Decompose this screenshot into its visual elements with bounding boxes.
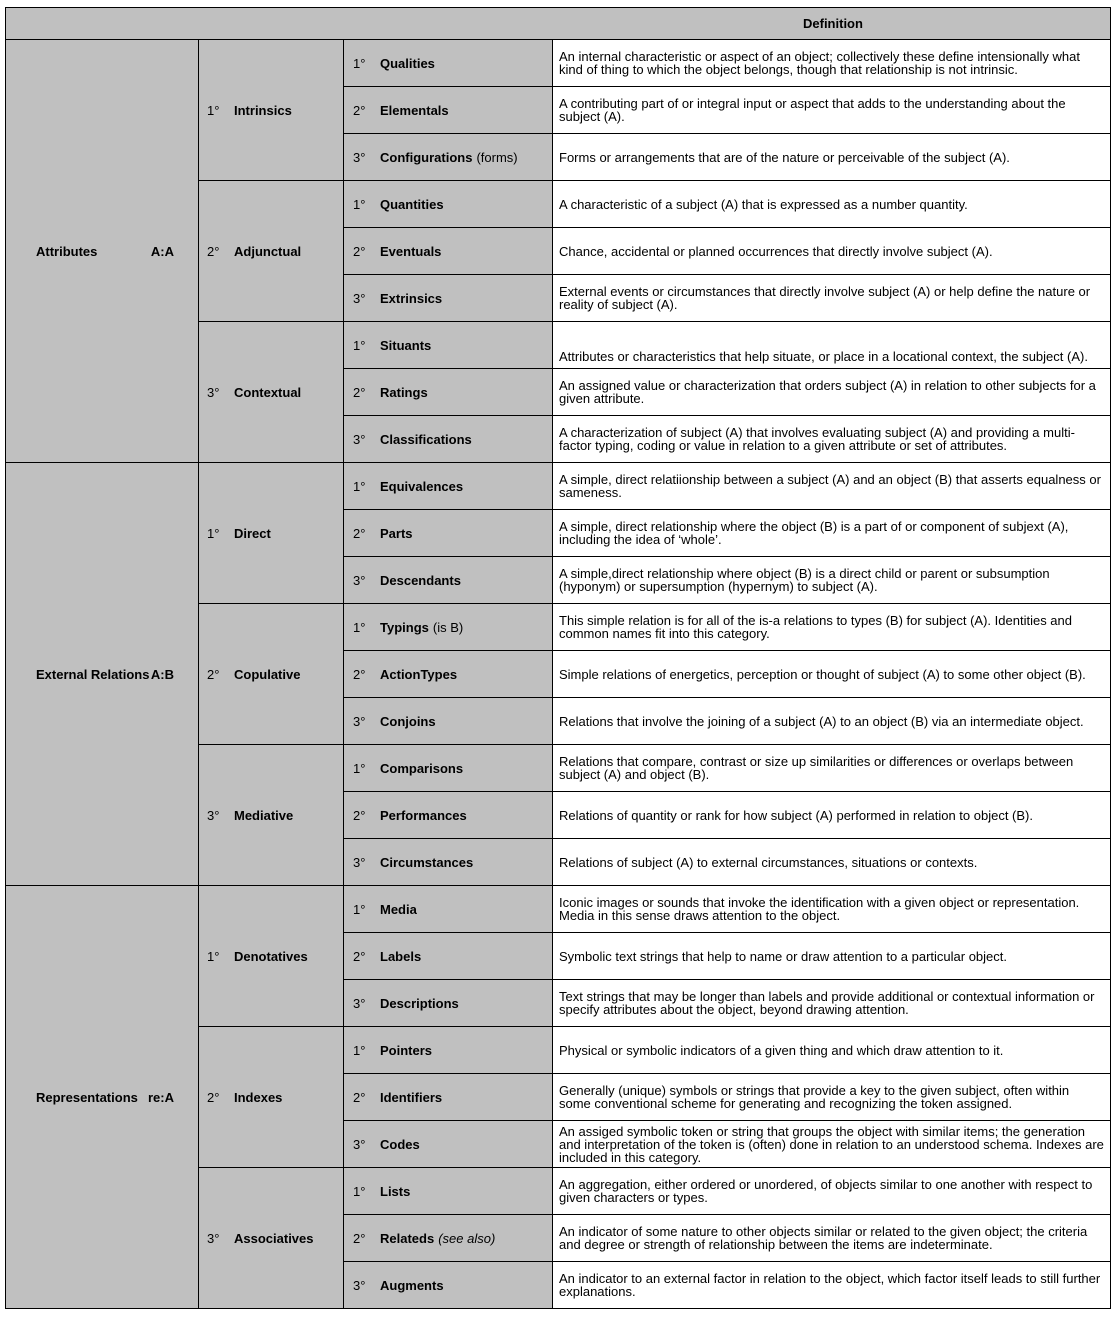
subcategory-name: Comparisons bbox=[380, 760, 464, 776]
group-cell bbox=[6, 463, 199, 886]
definition-text: A characteristic of a subject (A) that is expressed as a number quantity. bbox=[559, 196, 968, 212]
category-ordinal: 1° bbox=[207, 102, 220, 118]
subcategory-cell bbox=[344, 87, 553, 134]
subcategory-ordinal: 2° bbox=[353, 525, 366, 541]
definition-text: An indicator to an external factor in relation to the object, which factor itself leads to still further explanations. bbox=[559, 1271, 1101, 1299]
subcategory-ordinal: 1° bbox=[353, 337, 366, 353]
category-name: Copulative bbox=[234, 666, 301, 682]
subcategory-name: Extrinsics bbox=[380, 290, 443, 306]
subcategory-ordinal: 1° bbox=[353, 478, 366, 494]
table-row bbox=[6, 463, 1111, 510]
definition-cell bbox=[553, 745, 1111, 792]
definition-cell bbox=[553, 134, 1111, 181]
subcategory-name: Descriptions bbox=[380, 995, 459, 1011]
subcategory-name: Elementals bbox=[380, 102, 449, 118]
subcategory-ordinal: 2° bbox=[353, 807, 366, 823]
category-cell bbox=[199, 745, 344, 886]
subcategory-name: Classifications bbox=[380, 431, 472, 447]
definition-cell bbox=[553, 228, 1111, 275]
category-cell bbox=[199, 604, 344, 745]
subcategory-name: Configurations bbox=[380, 149, 473, 165]
subcategory-cell bbox=[344, 322, 553, 369]
subcategory-cell bbox=[344, 510, 553, 557]
subcategory-name: Pointers bbox=[380, 1042, 433, 1058]
subcategory-name: Equivalences bbox=[380, 478, 464, 494]
subcategory-ordinal: 3° bbox=[353, 290, 366, 306]
definition-text: Relations of quantity or rank for how subject (A) performed in relation to object (B). bbox=[559, 807, 1033, 823]
definition-cell bbox=[553, 980, 1111, 1027]
subcategory-ordinal: 3° bbox=[353, 149, 366, 165]
subcategory-ordinal: 1° bbox=[353, 901, 366, 917]
subcategory-ordinal: 3° bbox=[353, 854, 366, 870]
definition-cell bbox=[553, 416, 1111, 463]
subcategory-ordinal: 3° bbox=[353, 431, 366, 447]
subcategory-cell bbox=[344, 980, 553, 1027]
subcategory-suffix: (see also) bbox=[438, 1230, 496, 1246]
subcategory-cell bbox=[344, 557, 553, 604]
definition-text: A simple,direct relationship where object (B) is a direct child or parent or subsumption (hyponym) or supersumption (hypernym) to subject (A). bbox=[559, 566, 1050, 594]
definition-text: Symbolic text strings that help to name or draw attention to a particular object. bbox=[559, 948, 1008, 964]
group-code: A:B bbox=[150, 666, 174, 682]
group-cell bbox=[6, 40, 199, 463]
subcategory-cell bbox=[344, 228, 553, 275]
subcategory-ordinal: 3° bbox=[353, 1136, 366, 1152]
subcategory-name: Augments bbox=[380, 1277, 444, 1293]
definitions-table bbox=[5, 7, 1111, 1309]
table-header bbox=[6, 8, 1111, 40]
subcategory-name: Ratings bbox=[380, 384, 428, 400]
definition-cell bbox=[553, 933, 1111, 980]
definition-text: Iconic images or sounds that invoke the identification with a given object or representation. Media in this sense draws attention to the object. bbox=[559, 895, 1080, 923]
subcategory-ordinal: 1° bbox=[353, 1042, 366, 1058]
subcategory-ordinal: 2° bbox=[353, 948, 366, 964]
subcategory-cell bbox=[344, 463, 553, 510]
subcategory-cell bbox=[344, 1215, 553, 1262]
table-body bbox=[6, 40, 1111, 1309]
definition-text: An aggregation, either ordered or unordered, of objects similar to one another with respect to given characters or types. bbox=[559, 1177, 1093, 1205]
group-name: Attributes bbox=[36, 243, 98, 259]
subcategory-cell bbox=[344, 1168, 553, 1215]
definition-text: A simple, direct relationship where the object (B) is a part of or component of subjext (A), including the idea of ‘whole’. bbox=[559, 519, 1069, 547]
group-code: re:A bbox=[147, 1089, 174, 1105]
definition-text: A contributing part of or integral input or aspect that adds to the understanding about the subject (A). bbox=[559, 96, 1066, 124]
definition-text: Generally (unique) symbols or strings that provide a key to the given subject, often within some conventional scheme for generating and recognizing the token assigned. bbox=[559, 1083, 1070, 1111]
group-code: A:A bbox=[150, 243, 174, 259]
definition-cell bbox=[553, 1215, 1111, 1262]
group-name: External Relations bbox=[36, 666, 150, 682]
definition-cell bbox=[553, 698, 1111, 745]
subcategory-cell bbox=[344, 698, 553, 745]
subcategory-name: Situants bbox=[380, 337, 432, 353]
category-ordinal: 3° bbox=[207, 1230, 220, 1246]
category-cell bbox=[199, 886, 344, 1027]
definition-cell bbox=[553, 604, 1111, 651]
definition-cell bbox=[553, 87, 1111, 134]
subcategory-name: Typings bbox=[380, 619, 429, 635]
definition-cell bbox=[553, 1074, 1111, 1121]
category-cell bbox=[199, 1168, 344, 1309]
subcategory-name: Qualities bbox=[380, 55, 435, 71]
definition-cell bbox=[553, 651, 1111, 698]
subcategory-ordinal: 2° bbox=[353, 102, 366, 118]
definition-cell bbox=[553, 181, 1111, 228]
subcategory-cell bbox=[344, 1027, 553, 1074]
subcategory-cell bbox=[344, 1074, 553, 1121]
category-name: Associatives bbox=[234, 1230, 314, 1246]
category-name: Intrinsics bbox=[234, 102, 292, 118]
subcategory-ordinal: 2° bbox=[353, 243, 366, 259]
definition-cell bbox=[553, 1027, 1111, 1074]
subcategory-cell bbox=[344, 134, 553, 181]
definition-text: A simple, direct relatiionship between a subject (A) and an object (B) that asserts equalness or sameness. bbox=[559, 472, 1101, 500]
category-name: Direct bbox=[234, 525, 271, 541]
definition-cell bbox=[553, 275, 1111, 322]
subcategory-name: Labels bbox=[380, 948, 422, 964]
subcategory-ordinal: 1° bbox=[353, 55, 366, 71]
category-ordinal: 2° bbox=[207, 666, 220, 682]
definition-cell bbox=[553, 463, 1111, 510]
subcategory-cell bbox=[344, 416, 553, 463]
category-ordinal: 1° bbox=[207, 948, 220, 964]
subcategory-cell bbox=[344, 886, 553, 933]
definition-text: An indicator of some nature to other objects similar or related to the given object; the criteria and degree or strength of relationship between the items are indeterminate. bbox=[559, 1224, 1088, 1252]
definition-text: Relations that compare, contrast or size up similarities or differences or overlaps between subject (A) and object (B). bbox=[559, 754, 1074, 782]
definition-text: Simple relations of energetics, perception or thought of subject (A) to some other object (B). bbox=[559, 666, 1086, 682]
definition-cell bbox=[553, 322, 1111, 369]
definition-cell bbox=[553, 369, 1111, 416]
definition-text: Relations of subject (A) to external circumstances, situations or contexts. bbox=[559, 854, 978, 870]
definition-text: Attributes or characteristics that help situate, or place in a locational context, the subject (A). bbox=[559, 348, 1088, 364]
category-ordinal: 3° bbox=[207, 384, 220, 400]
subcategory-cell bbox=[344, 839, 553, 886]
definition-text: Chance, accidental or planned occurrences that directly involve subject (A). bbox=[559, 243, 993, 259]
subcategory-ordinal: 1° bbox=[353, 196, 366, 212]
definition-cell bbox=[553, 1121, 1111, 1168]
category-ordinal: 2° bbox=[207, 1089, 220, 1105]
subcategory-name: Lists bbox=[380, 1183, 411, 1199]
definition-text: Relations that involve the joining of a subject (A) to an object (B) via an intermediate object. bbox=[559, 713, 1084, 729]
subcategory-name: Performances bbox=[380, 807, 467, 823]
subcategory-ordinal: 3° bbox=[353, 1277, 366, 1293]
subcategory-cell bbox=[344, 181, 553, 228]
subcategory-cell bbox=[344, 40, 553, 87]
subcategory-cell bbox=[344, 1121, 553, 1168]
definition-cell bbox=[553, 886, 1111, 933]
subcategory-name: Relateds bbox=[380, 1230, 435, 1246]
subcategory-ordinal: 2° bbox=[353, 666, 366, 682]
subcategory-name: Quantities bbox=[380, 196, 444, 212]
category-ordinal: 1° bbox=[207, 525, 220, 541]
subcategory-cell bbox=[344, 604, 553, 651]
definition-cell bbox=[553, 510, 1111, 557]
definition-text: This simple relation is for all of the is-a relations to types (B) for subject (A). Identities and common names fit into this category. bbox=[559, 613, 1072, 641]
subcategory-ordinal: 1° bbox=[353, 619, 366, 635]
subcategory-name: Conjoins bbox=[380, 713, 436, 729]
subcategory-suffix: (is B) bbox=[432, 619, 464, 635]
subcategory-name: ActionTypes bbox=[380, 666, 458, 682]
definition-cell bbox=[553, 557, 1111, 604]
definition-cell bbox=[553, 1262, 1111, 1309]
definition-text: A characterization of subject (A) that involves evaluating subject (A) and providing a multi-factor typing, coding or value in relation to a given attribute or set of attributes. bbox=[559, 425, 1075, 453]
category-name: Indexes bbox=[234, 1089, 283, 1105]
definition-text: Forms or arrangements that are of the nature or perceivable of the subject (A). bbox=[559, 149, 1010, 165]
subcategory-name: Identifiers bbox=[380, 1089, 443, 1105]
subcategory-suffix: (forms) bbox=[476, 149, 518, 165]
subcategory-name: Descendants bbox=[380, 572, 461, 588]
subcategory-ordinal: 1° bbox=[353, 1183, 366, 1199]
category-name: Adjunctual bbox=[234, 243, 302, 259]
subcategory-ordinal: 2° bbox=[353, 1230, 366, 1246]
definition-text: An internal characteristic or aspect of an object; collectively these define intensionally what kind of thing to which the object belongs, though that relationship is not intrinsic. bbox=[559, 49, 1081, 77]
category-ordinal: 2° bbox=[207, 243, 220, 259]
category-name: Mediative bbox=[234, 807, 294, 823]
subcategory-name: Eventuals bbox=[380, 243, 442, 259]
definition-text: Text strings that may be longer than labels and provide additional or contextual information or specify attributes about the object, beyond drawing attention. bbox=[559, 989, 1095, 1017]
definition-cell bbox=[553, 1168, 1111, 1215]
subcategory-ordinal: 3° bbox=[353, 713, 366, 729]
category-cell bbox=[199, 1027, 344, 1168]
definition-cell bbox=[553, 792, 1111, 839]
subcategory-name: Parts bbox=[380, 525, 413, 541]
definition-text: An assigned value or characterization that orders subject (A) in relation to other subjects for a given attribute. bbox=[559, 378, 1096, 406]
category-name: Denotatives bbox=[234, 948, 308, 964]
subcategory-cell bbox=[344, 745, 553, 792]
subcategory-ordinal: 2° bbox=[353, 384, 366, 400]
category-cell bbox=[199, 40, 344, 181]
definition-text: External events or circumstances that directly involve subject (A) or help define the nature or reality of subject (A). bbox=[559, 284, 1091, 312]
category-cell bbox=[199, 322, 344, 463]
subcategory-name: Circumstances bbox=[380, 854, 474, 870]
subcategory-ordinal: 3° bbox=[353, 995, 366, 1011]
definition-text: An assiged symbolic token or string that groups the object with similar items; the generation and interpretation of the token is (often) done in relation to an understood schema. Indexes are included in this category. bbox=[559, 1123, 1104, 1165]
subcategory-name: Codes bbox=[380, 1136, 420, 1152]
subcategory-cell bbox=[344, 933, 553, 980]
group-cell bbox=[6, 886, 199, 1309]
subcategory-cell bbox=[344, 1262, 553, 1309]
table-row bbox=[6, 40, 1111, 87]
definition-cell bbox=[553, 40, 1111, 87]
subcategory-cell bbox=[344, 275, 553, 322]
subcategory-ordinal: 1° bbox=[353, 760, 366, 776]
group-name: Representations bbox=[36, 1089, 138, 1105]
category-cell bbox=[199, 181, 344, 322]
subcategory-cell bbox=[344, 792, 553, 839]
definition-header: Definition bbox=[803, 16, 863, 31]
subcategory-name: Media bbox=[380, 901, 417, 917]
subcategory-cell bbox=[344, 651, 553, 698]
subcategory-cell bbox=[344, 369, 553, 416]
subcategory-ordinal: 2° bbox=[353, 1089, 366, 1105]
definition-cell bbox=[553, 839, 1111, 886]
category-cell bbox=[199, 463, 344, 604]
subcategory-ordinal: 3° bbox=[353, 572, 366, 588]
table-row bbox=[6, 886, 1111, 933]
category-name: Contextual bbox=[234, 384, 302, 400]
definition-text: Physical or symbolic indicators of a given thing and which draw attention to it. bbox=[559, 1042, 1004, 1058]
category-ordinal: 3° bbox=[207, 807, 220, 823]
